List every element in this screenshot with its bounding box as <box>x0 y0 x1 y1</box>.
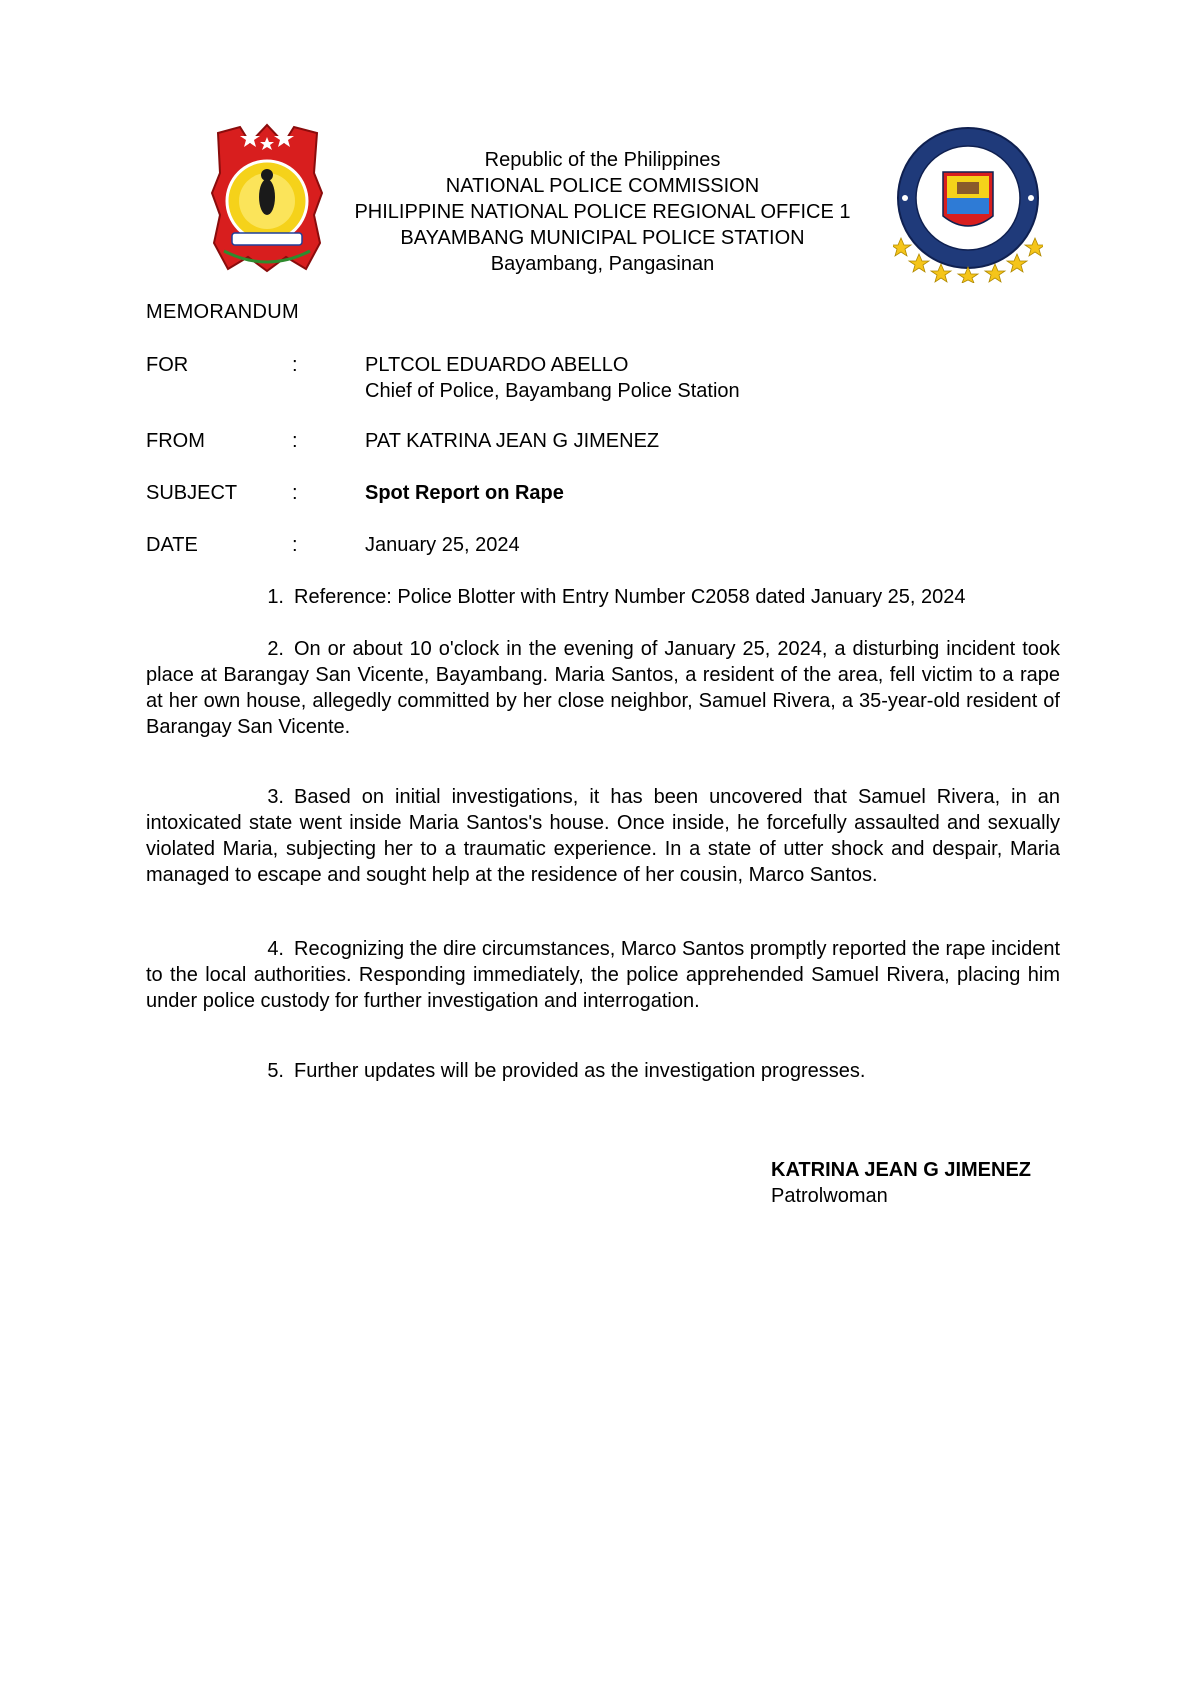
from-colon: : <box>292 430 298 452</box>
paragraph-text: Recognizing the dire circumstances, Marco Santos promptly reported the rape incident to the local authorities. Responding immediately, the police apprehended Samuel Rivera, placing him under police custody for further investigation and interrogation. <box>146 938 1060 1012</box>
paragraph-5 <box>146 1058 1060 1084</box>
paragraph-number: 4. <box>267 938 284 960</box>
signatory-name: KATRINA JEAN G JIMENEZ <box>771 1159 1032 1181</box>
document-type: MEMORANDUM <box>146 301 299 323</box>
header-line-station: BAYAMBANG MUNICIPAL POLICE STATION <box>400 227 805 249</box>
header-line-regional-office: PHILIPPINE NATIONAL POLICE REGIONAL OFFICE 1 <box>354 201 851 223</box>
header-line-napolcom: NATIONAL POLICE COMMISSION <box>445 175 760 197</box>
subject-label: SUBJECT <box>146 482 238 504</box>
bayambang-police-station-seal-logo <box>893 126 1043 283</box>
paragraph-number: 3. <box>267 786 284 808</box>
date-value: January 25, 2024 <box>365 534 520 556</box>
from-value: PAT KATRINA JEAN G JIMENEZ <box>365 430 660 452</box>
for-colon: : <box>292 354 298 376</box>
paragraph-number: 2. <box>267 638 284 660</box>
paragraph-3 <box>146 784 1060 888</box>
date-colon: : <box>292 534 298 556</box>
paragraph-number: 1. <box>267 586 284 608</box>
paragraph-text: On or about 10 o'clock in the evening of January 25, 2024, a disturbing incident took place at Barangay San Vicente, Bayambang. Maria Santos, a resident of the area, fell victim to a rape at her own house, allegedly committed by her close neighbor, Samuel Rivera, a 35-year-old resident of Barangay San Vicente. <box>146 638 1060 738</box>
header-line-location: Bayambang, Pangasinan <box>490 253 715 275</box>
for-value <box>365 352 740 404</box>
for-label: FOR <box>146 354 189 376</box>
paragraph-2 <box>146 636 1060 740</box>
date-label: DATE <box>146 534 198 556</box>
signature-block <box>771 1157 1031 1209</box>
subject-colon: : <box>292 482 298 504</box>
paragraph-4 <box>146 936 1060 1014</box>
signatory-title: Patrolwoman <box>771 1185 888 1207</box>
paragraph-text: Based on initial investigations, it has been uncovered that Samuel Rivera, in an intoxicated state went inside Maria Santos's house. Once inside, he forcefully assaulted and sexually violated Maria, subjecting her to a traumatic experience. In a state of utter shock and despair, Maria managed to escape and sought help at the residence of her cousin, Marco Santos. <box>146 786 1060 886</box>
from-label: FROM <box>146 430 205 452</box>
addressee-name: PLTCOL EDUARDO ABELLO <box>365 354 629 376</box>
paragraph-text: Further updates will be provided as the investigation progresses. <box>294 1060 866 1082</box>
header-line-republic: Republic of the Philippines <box>484 149 721 171</box>
paragraph-1 <box>146 584 1060 610</box>
letterhead <box>290 147 915 277</box>
addressee-position: Chief of Police, Bayambang Police Station <box>365 380 740 402</box>
subject-value: Spot Report on Rape <box>365 482 564 504</box>
paragraph-number: 5. <box>267 1060 284 1082</box>
paragraph-text: Reference: Police Blotter with Entry Number C2058 dated January 25, 2024 <box>294 586 966 608</box>
